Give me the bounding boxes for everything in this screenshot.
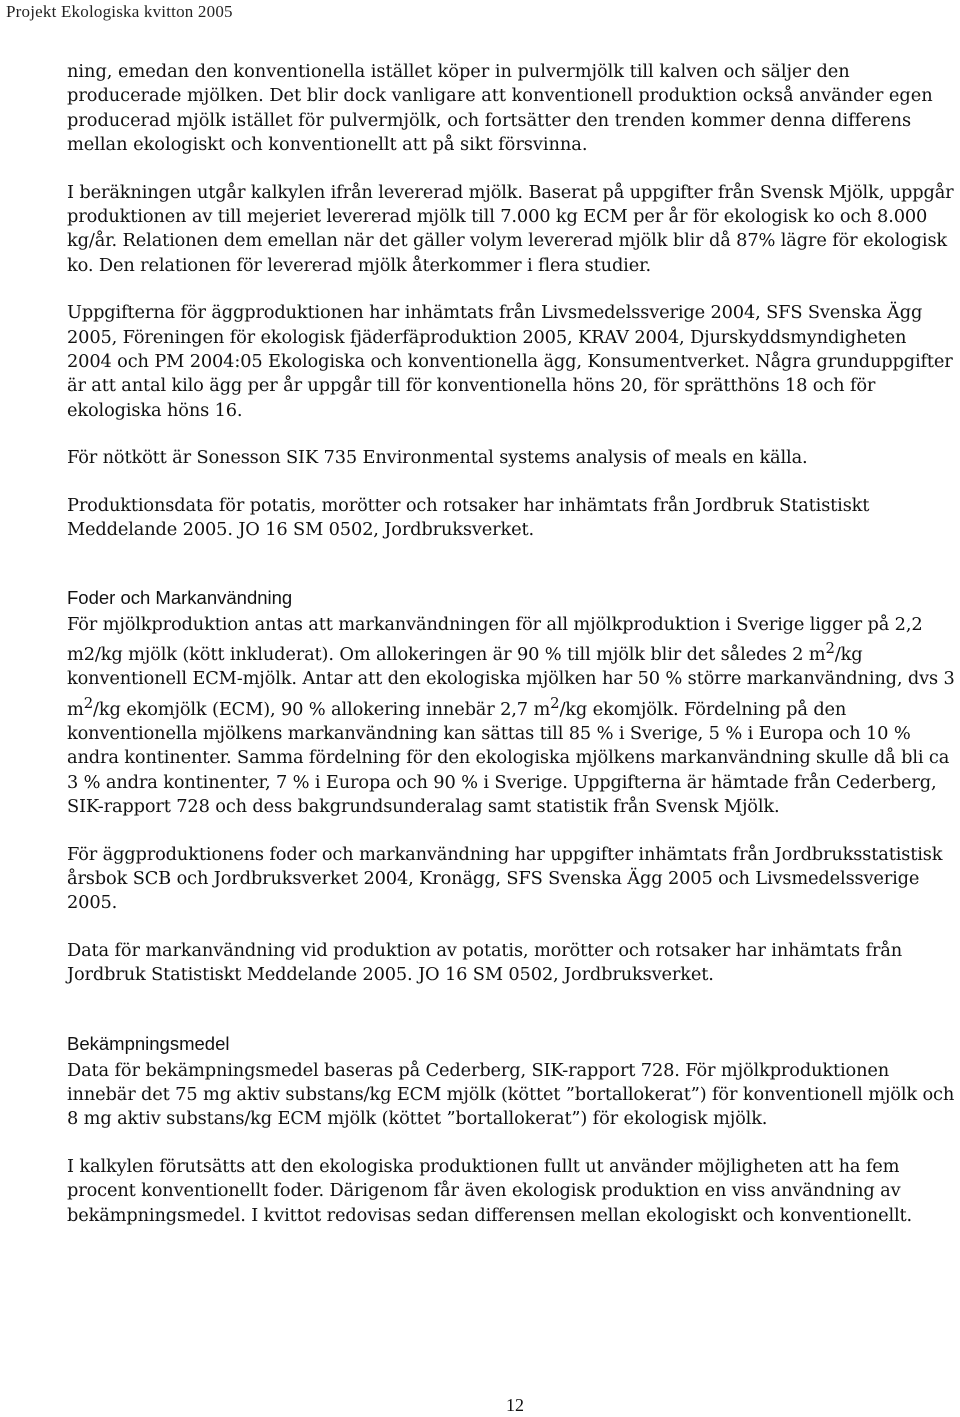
- paragraph-egg-production: Uppgifterna för äggproduktionen har inhämtats från Livsmedelssverige 2004, SFS Svenska Ägg 2005, Föreningen för ekologisk fjäderfäproduktion 2005, KRAV 2004, Djurskyddsmyndigheten 2004 och PM 2004:05 Ekologiska och konventionella ägg, Konsumentverket. Några grunduppgifter är att antal kilo ägg per år uppgår till för konventionella höns 20, för sprätthöns 18 och för ekologiska höns 16.: [67, 302, 953, 421]
- section-heading-bekampning: Bekämpningsmedel: [67, 1032, 230, 1054]
- text-run: /kg konventionell ECM-mjölk. Antar att den ekologiska mjölken har 50 % större markanvändning, dvs 3 m: [67, 643, 955, 720]
- paragraph-land-use-milk: [67, 613, 955, 820]
- text-run: /kg ekomjölk. Fördelning på den konventionella mjölkens markanvändning kan sättas till 85 % i Sverige, 5 % i Europa och 10 % andra kontinenter. Samma fördelning för den ekologiska mjölkens markanvändning skulle då bli ca 3 % andra kontinenter, 7 % i Europa och 90 % i Sverige. Uppgifterna är hämtade från Cederberg, SIK-rapport 728 och dess bakgrundsunderalag samt statistik från Svensk Mjölk.: [67, 698, 950, 818]
- paragraph-milk-differences: ning, emedan den konventionella istället köper in pulvermjölk till kalven och säljer den producerade mjölken. Det blir dock vanligare att konventionell produktion också använder egen producerad mjölk istället för pulvermjölk, och fortsätter den trenden kommer denna differens mellan ekologiskt och konventionellt att på sikt försvinna.: [67, 61, 933, 156]
- paragraph-delivered-milk: I beräkningen utgår kalkylen ifrån levererad mjölk. Baserat på uppgifter från Svensk Mjölk, uppgår produktionen av till mejeriet levererad mjölk till 7.000 kg ECM per år för ekologisk ko och 8.000 kg/år. Relationen dem emellan när det gäller volym levererad mjölk blir då 87% lägre för ekologisk ko. Den relationen för levererad mjölk återkommer i flera studier.: [67, 181, 954, 276]
- page-number: 12: [506, 1395, 524, 1415]
- superscript: 2: [825, 639, 835, 657]
- superscript: 2: [550, 694, 560, 712]
- superscript: 2: [83, 694, 94, 712]
- paragraph-egg-feed: För äggproduktionens foder och markanvändning har uppgifter inhämtats från Jordbruksstatistisk årsbok SCB och Jordbruksverket 2004, Kronägg, SFS Svenska Ägg 2005 och Livsmedelssverige 2005.: [67, 843, 943, 914]
- text-run: För mjölkproduktion antas att markanvändningen för all mjölkproduktion i Sverige ligger på 2,2 m2/kg mjölk (kött inkluderat). Om allokeringen är 90 % till mjölk blir det således 2 m: [67, 613, 923, 665]
- paragraph-beef-source: För nötkött är Sonesson SIK 735 Environmental systems analysis of meals en källa.: [67, 447, 808, 469]
- document-body: [67, 60, 955, 1251]
- section-heading-foder: Foder och Markanvändning: [67, 586, 293, 608]
- paragraph-potato-production: Produktionsdata för potatis, morötter och rotsaker har inhämtats från Jordbruk Statistiskt Meddelande 2005. JO 16 SM 0502, Jordbruksverket.: [67, 494, 870, 541]
- paragraph-land-use-potato: Data för markanvändning vid produktion av potatis, morötter och rotsaker har inhämtats från Jordbruk Statistiskt Meddelande 2005. JO 16 SM 0502, Jordbruksverket.: [67, 939, 903, 986]
- running-header: Projekt Ekologiska kvitton 2005: [6, 2, 233, 21]
- text-run: /kg ekomjölk (ECM), 90 % allokering innebär 2,7 m: [93, 698, 551, 720]
- paragraph-pesticide-organic: I kalkylen förutsätts att den ekologiska produktionen fullt ut använder möjligheten att ha fem procent konventionellt foder. Därigenom får även ekologisk produktion en viss användning av bekämpningsmedel. I kvittot redovisas sedan differensen mellan ekologiskt och konventionellt.: [67, 1155, 913, 1226]
- paragraph-pesticide-data: Data för bekämpningsmedel baseras på Cederberg, SIK-rapport 728. För mjölkproduktionen innebär det 75 mg aktiv substans/kg ECM mjölk (köttet ”bortallokerat”) för konventionell mjölk och 8 mg aktiv substans/kg ECM mjölk (köttet ”bortallokerat”) för ekologisk mjölk.: [67, 1059, 955, 1130]
